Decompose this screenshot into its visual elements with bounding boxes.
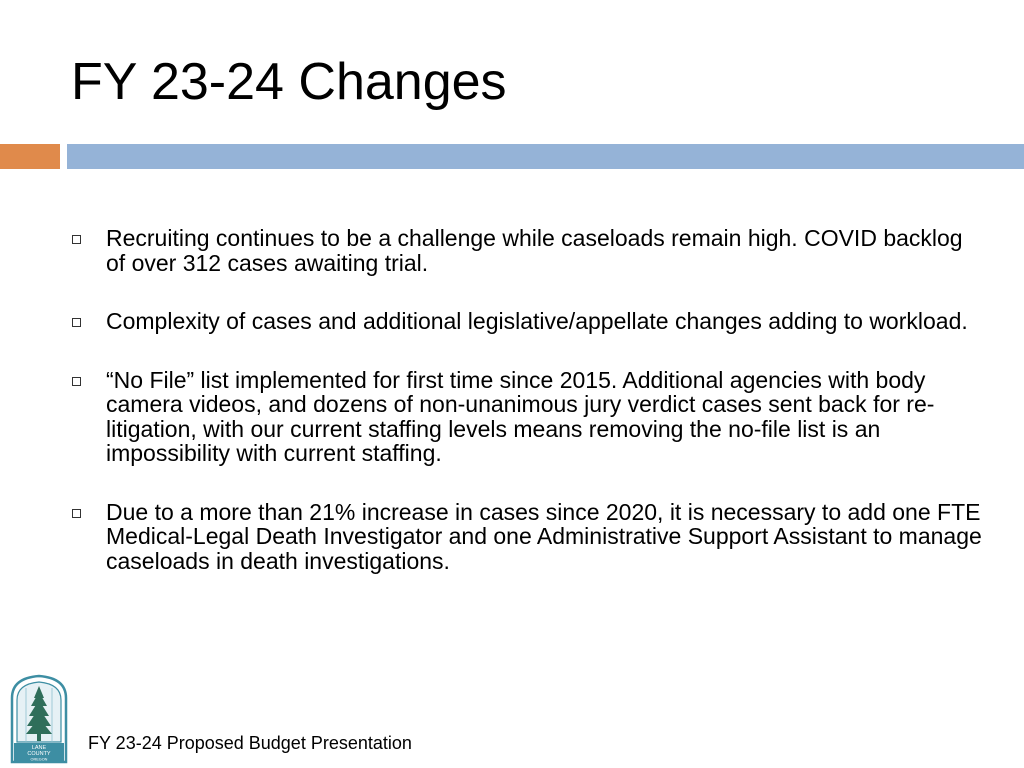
bullet-item <box>71 309 986 334</box>
logo-line: COUNTY <box>27 751 51 757</box>
square-bullet-icon <box>72 509 81 518</box>
bullet-item <box>71 368 986 466</box>
bullet-text: Complexity of cases and additional legislative/appellate changes adding to workload. <box>106 308 968 334</box>
square-bullet-icon <box>72 318 81 327</box>
accent-bar-orange <box>0 144 60 169</box>
square-bullet-icon <box>72 235 81 244</box>
slide-title: FY 23-24 Changes <box>71 53 507 111</box>
bullet-text: Due to a more than 21% increase in cases since 2020, it is necessary to add one FTE Medical-Legal Death Investigator and one Administrative Support Assistant to manage caseloads in death investigations. <box>106 498 982 574</box>
square-bullet-icon <box>72 377 81 386</box>
logo-line: LANE <box>31 745 47 751</box>
footer-text: FY 23-24 Proposed Budget Presentation <box>88 733 412 753</box>
bullet-text: Recruiting continues to be a challenge while caseloads remain high. COVID backlog of over 312 cases awaiting trial. <box>106 225 963 276</box>
accent-bar-blue <box>67 144 1024 169</box>
bullet-item <box>71 226 986 275</box>
bullet-text: “No File” list implemented for first time since 2015. Additional agencies with body camera videos, and dozens of non-unanimous jury verdict cases sent back for re-litigation, with our current staffing levels means removing the no-file list is an impossibility with current staffing. <box>106 366 935 466</box>
logo-line: OREGON <box>30 757 48 762</box>
bullet-item <box>71 500 986 574</box>
lane-county-logo <box>10 674 68 764</box>
bullet-list <box>71 226 986 607</box>
